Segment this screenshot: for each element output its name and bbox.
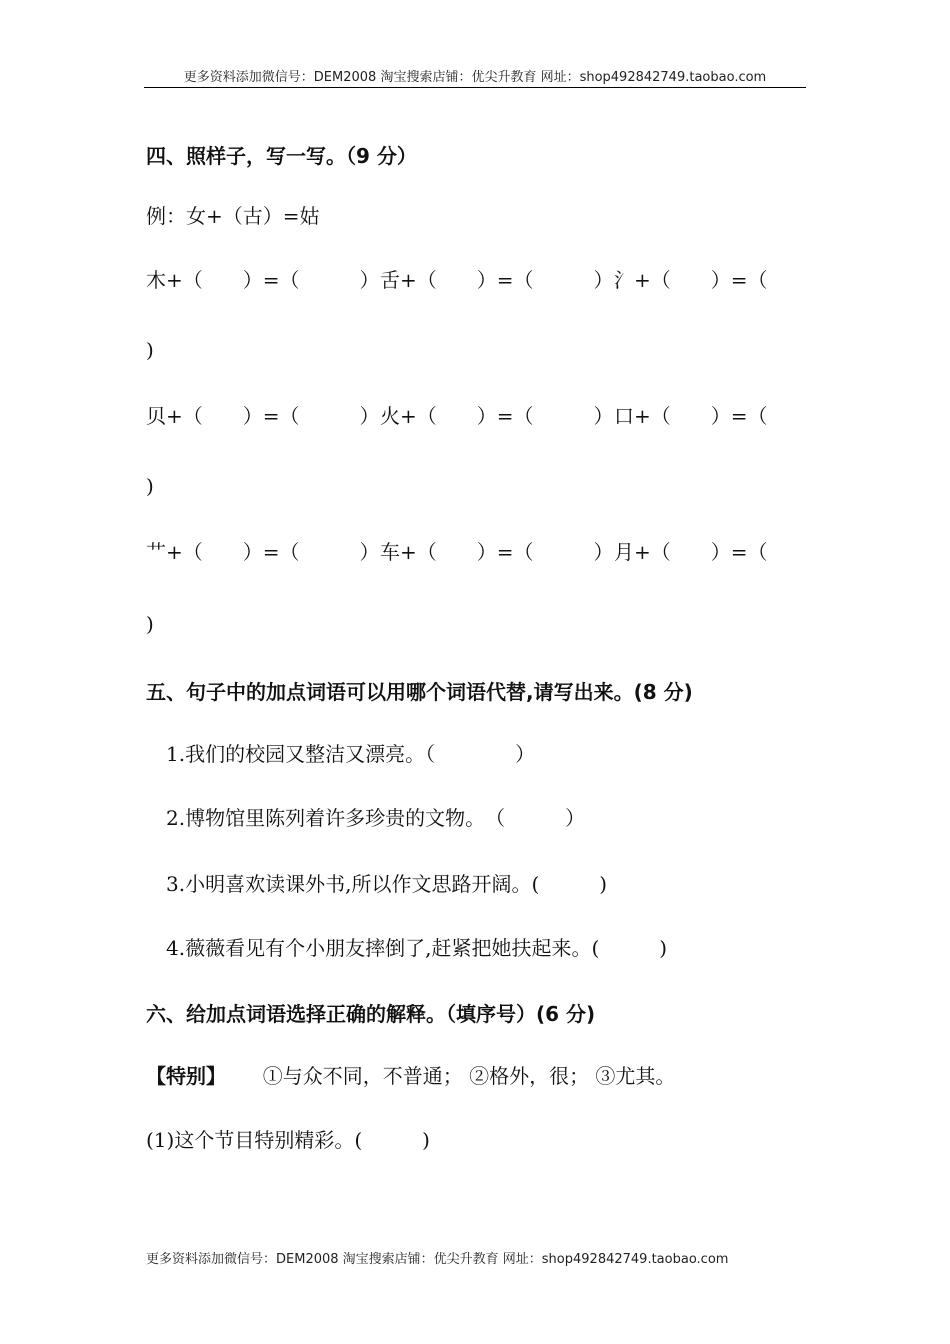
s4-row3-wrap: )	[146, 612, 154, 636]
s4-row2-cell1: 贝+（ ）=（ ）	[146, 404, 380, 428]
s4-row3-cell3: 月+（ ）=（	[614, 540, 768, 564]
s4-row1-cell1: 木+（ ）=（ ）	[146, 268, 380, 292]
s6-item-1: (1)这个节目特别精彩。( )	[146, 1128, 430, 1152]
page-header: 更多资料添加微信号：DEM2008 淘宝搜索店铺：优尖升教育 网址：shop492842749.taobao.com	[183, 70, 767, 85]
header-divider	[144, 87, 806, 88]
s6-definitions: ①与众不同，不普通； ②格外，很； ③尤其。	[262, 1064, 676, 1088]
page-footer: 更多资料添加微信号：DEM2008 淘宝搜索店铺：优尖升教育 网址：shop492842749.taobao.com	[146, 1252, 729, 1267]
s5-item-1: 1.我们的校园又整洁又漂亮。（ ）	[166, 742, 536, 766]
section-4-example: 例：女+（古）=姑	[146, 204, 320, 228]
s5-item-2: 2.博物馆里陈列着许多珍贵的文物。 （ ）	[166, 806, 586, 830]
section-6-title: 六、给加点词语选择正确的解释。（填序号）(6 分)	[146, 1002, 596, 1026]
s6-definition-line	[146, 1060, 675, 1089]
s4-row2-wrap: )	[146, 474, 154, 498]
s4-row2-cell2: 火+（ ）=（ ）	[380, 404, 614, 428]
s4-row1-wrap: )	[146, 338, 154, 362]
s5-item-3: 3.小明喜欢读课外书,所以作文思路开阔。( )	[166, 872, 608, 896]
section-4-title: 四、照样子，写一写。（9 分）	[146, 144, 417, 168]
s4-row3-cell2: 车+（ ）=（ ）	[380, 540, 614, 564]
section-5-title: 五、句子中的加点词语可以用哪个词语代替,请写出来。(8 分)	[146, 680, 693, 704]
s4-row2-cell3: 口+（ ）=（	[614, 404, 768, 428]
s5-item-4: 4.薇薇看见有个小朋友摔倒了,赶紧把她扶起来。( )	[166, 936, 668, 960]
s6-term: 【特别】	[146, 1064, 226, 1088]
s4-row1-cell2: 舌+（ ）=（ ）	[380, 268, 614, 292]
s4-row3-cell1: 艹+（ ）=（ ）	[146, 540, 380, 564]
s4-row1-cell3: 氵+（ ）=（	[614, 268, 768, 292]
